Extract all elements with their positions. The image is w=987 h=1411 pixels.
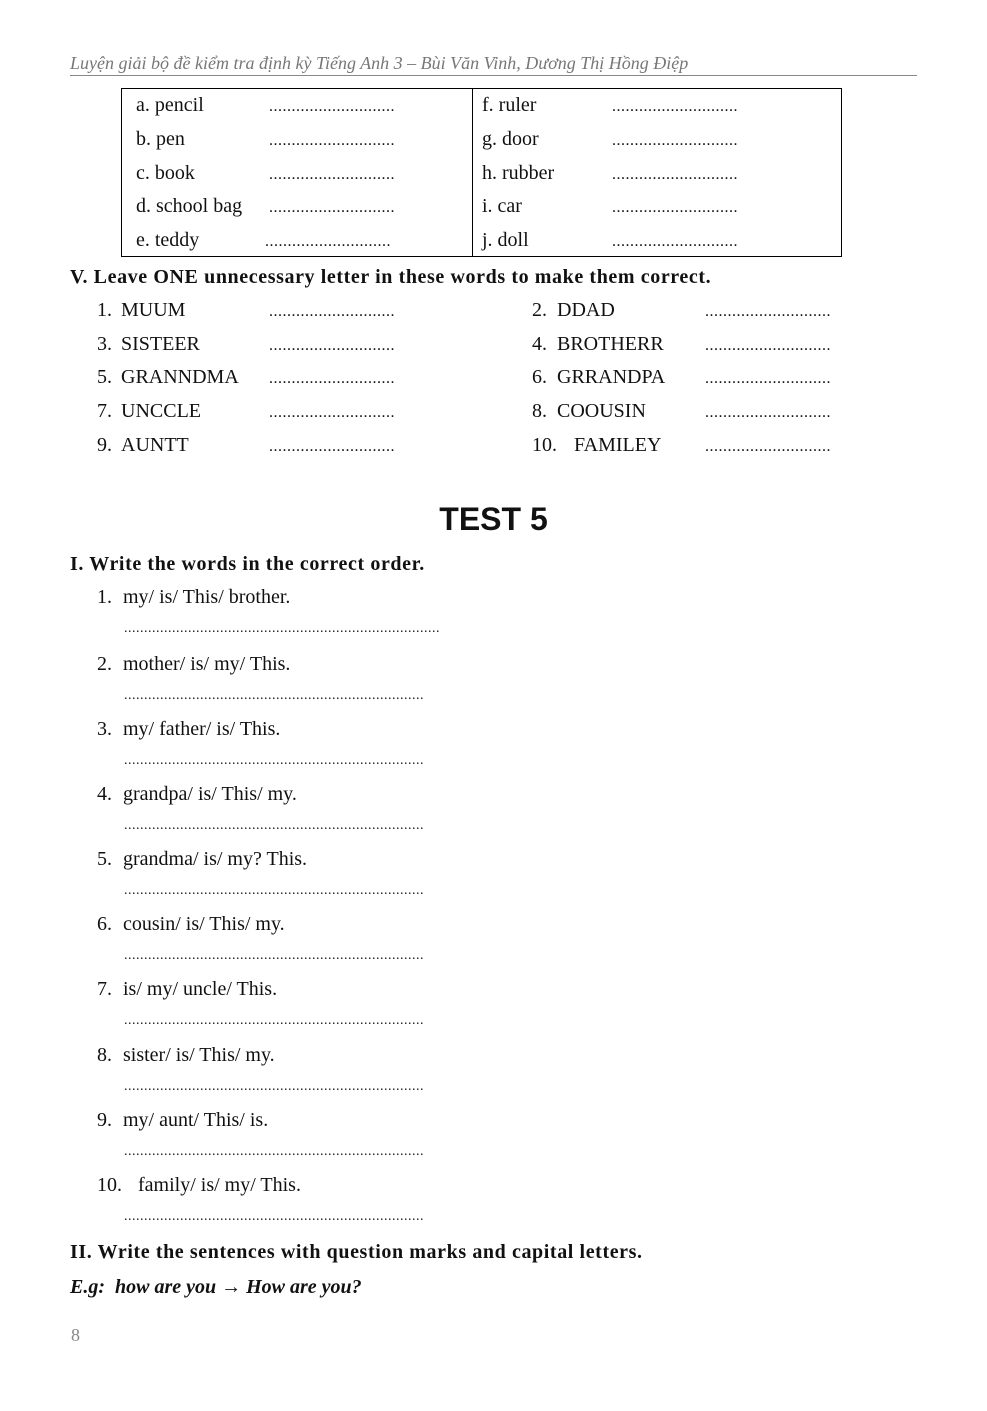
item-number: 1.: [97, 299, 112, 321]
scrambled-sentence: family/ is/ my/ This.: [138, 1174, 301, 1196]
misspelled-word: DDAD: [557, 299, 615, 321]
item-number: 7.: [97, 400, 112, 422]
answer-blank[interactable]: ............................: [269, 132, 395, 149]
misspelled-word: GRANNDMA: [121, 366, 239, 388]
answer-line[interactable]: ...........................................................................: [124, 1013, 424, 1028]
item-number: 9.: [97, 434, 112, 456]
item-number: 4.: [532, 333, 547, 355]
item-number: 1.: [97, 586, 112, 608]
answer-blank[interactable]: ............................: [269, 404, 395, 421]
vocab-item: b. pen: [136, 128, 185, 150]
vocab-item: e. teddy: [136, 229, 200, 251]
scrambled-sentence: my/ is/ This/ brother.: [123, 586, 291, 608]
answer-line[interactable]: ...........................................................................: [124, 818, 424, 833]
test-title: TEST 5: [439, 501, 548, 537]
vocab-item: h. rubber: [482, 162, 555, 184]
answer-blank[interactable]: ............................: [705, 438, 831, 455]
item-number: 2.: [97, 653, 112, 675]
answer-blank[interactable]: ............................: [612, 199, 738, 216]
item-number: 10.: [97, 1174, 122, 1196]
example-label: E.g:: [70, 1276, 105, 1298]
answer-blank[interactable]: ............................: [269, 370, 395, 387]
misspelled-word: MUUM: [121, 299, 186, 321]
item-number: 7.: [97, 978, 112, 1000]
item-number: 6.: [97, 913, 112, 935]
misspelled-word: AUNTT: [121, 434, 189, 456]
answer-line[interactable]: ...........................................................................: [124, 753, 424, 768]
scrambled-sentence: cousin/ is/ This/ my.: [123, 913, 285, 935]
section-ii-heading: II. Write the sentences with question marks and capital letters.: [70, 1241, 643, 1263]
vocab-item: g. door: [482, 128, 539, 150]
answer-blank[interactable]: ............................: [612, 233, 738, 250]
vocab-table-column-divider: [472, 88, 473, 257]
arrow-icon: →: [221, 1276, 242, 1298]
item-number: 3.: [97, 333, 112, 355]
answer-blank[interactable]: ............................: [705, 370, 831, 387]
vocab-item: j. doll: [482, 229, 529, 251]
answer-line[interactable]: ...........................................................................: [124, 948, 424, 963]
item-number: 3.: [97, 718, 112, 740]
example-input: how are you: [115, 1276, 217, 1298]
section-v-heading: V. Leave ONE unnecessary letter in these words to make them correct.: [70, 266, 712, 288]
answer-blank[interactable]: ............................: [265, 233, 391, 250]
answer-blank[interactable]: ............................: [612, 98, 738, 115]
scrambled-sentence: mother/ is/ my/ This.: [123, 653, 291, 675]
item-number: 5.: [97, 366, 112, 388]
answer-line[interactable]: ...........................................................................: [124, 1144, 424, 1159]
header-divider: [70, 75, 917, 76]
misspelled-word: GRRANDPA: [557, 366, 666, 388]
page-number: 8: [71, 1325, 80, 1345]
vocab-item: d. school bag: [136, 195, 243, 217]
item-number: 2.: [532, 299, 547, 321]
scrambled-sentence: sister/ is/ This/ my.: [123, 1044, 275, 1066]
answer-blank[interactable]: ............................: [269, 438, 395, 455]
answer-blank[interactable]: ............................: [705, 337, 831, 354]
answer-line[interactable]: ...............................................................................: [124, 621, 440, 636]
item-number: 8.: [532, 400, 547, 422]
misspelled-word: BROTHERR: [557, 333, 664, 355]
running-header: Luyện giải bộ đề kiểm tra định kỳ Tiếng Anh 3 – Bùi Văn Vinh, Dương Thị Hồng Điệp: [70, 53, 689, 73]
misspelled-word: UNCCLE: [121, 400, 201, 422]
answer-blank[interactable]: ............................: [705, 303, 831, 320]
answer-line[interactable]: ...........................................................................: [124, 688, 424, 703]
misspelled-word: FAMILEY: [574, 434, 662, 456]
item-number: 8.: [97, 1044, 112, 1066]
item-number: 10.: [532, 434, 557, 456]
answer-blank[interactable]: ............................: [705, 404, 831, 421]
misspelled-word: SISTEER: [121, 333, 200, 355]
answer-blank[interactable]: ............................: [269, 98, 395, 115]
answer-blank[interactable]: ............................: [269, 337, 395, 354]
item-number: 4.: [97, 783, 112, 805]
item-number: 9.: [97, 1109, 112, 1131]
scrambled-sentence: is/ my/ uncle/ This.: [123, 978, 278, 1000]
example-output: How are you?: [246, 1276, 362, 1298]
answer-blank[interactable]: ............................: [612, 132, 738, 149]
answer-blank[interactable]: ............................: [269, 199, 395, 216]
answer-line[interactable]: ...........................................................................: [124, 1079, 424, 1094]
scrambled-sentence: grandpa/ is/ This/ my.: [123, 783, 297, 805]
scrambled-sentence: grandma/ is/ my? This.: [123, 848, 308, 870]
answer-line[interactable]: ...........................................................................: [124, 1209, 424, 1224]
answer-blank[interactable]: ............................: [269, 303, 395, 320]
misspelled-word: COOUSIN: [557, 400, 646, 422]
example-line: [70, 1275, 362, 1299]
answer-blank[interactable]: ............................: [612, 166, 738, 183]
vocab-item: f. ruler: [482, 94, 537, 116]
vocab-item: c. book: [136, 162, 195, 184]
scrambled-sentence: my/ aunt/ This/ is.: [123, 1109, 269, 1131]
answer-line[interactable]: ...........................................................................: [124, 883, 424, 898]
item-number: 5.: [97, 848, 112, 870]
scrambled-sentence: my/ father/ is/ This.: [123, 718, 281, 740]
item-number: 6.: [532, 366, 547, 388]
section-i-heading: I. Write the words in the correct order.: [70, 553, 425, 575]
vocab-item: a. pencil: [136, 94, 204, 116]
vocab-item: i. car: [482, 195, 522, 217]
answer-blank[interactable]: ............................: [269, 166, 395, 183]
